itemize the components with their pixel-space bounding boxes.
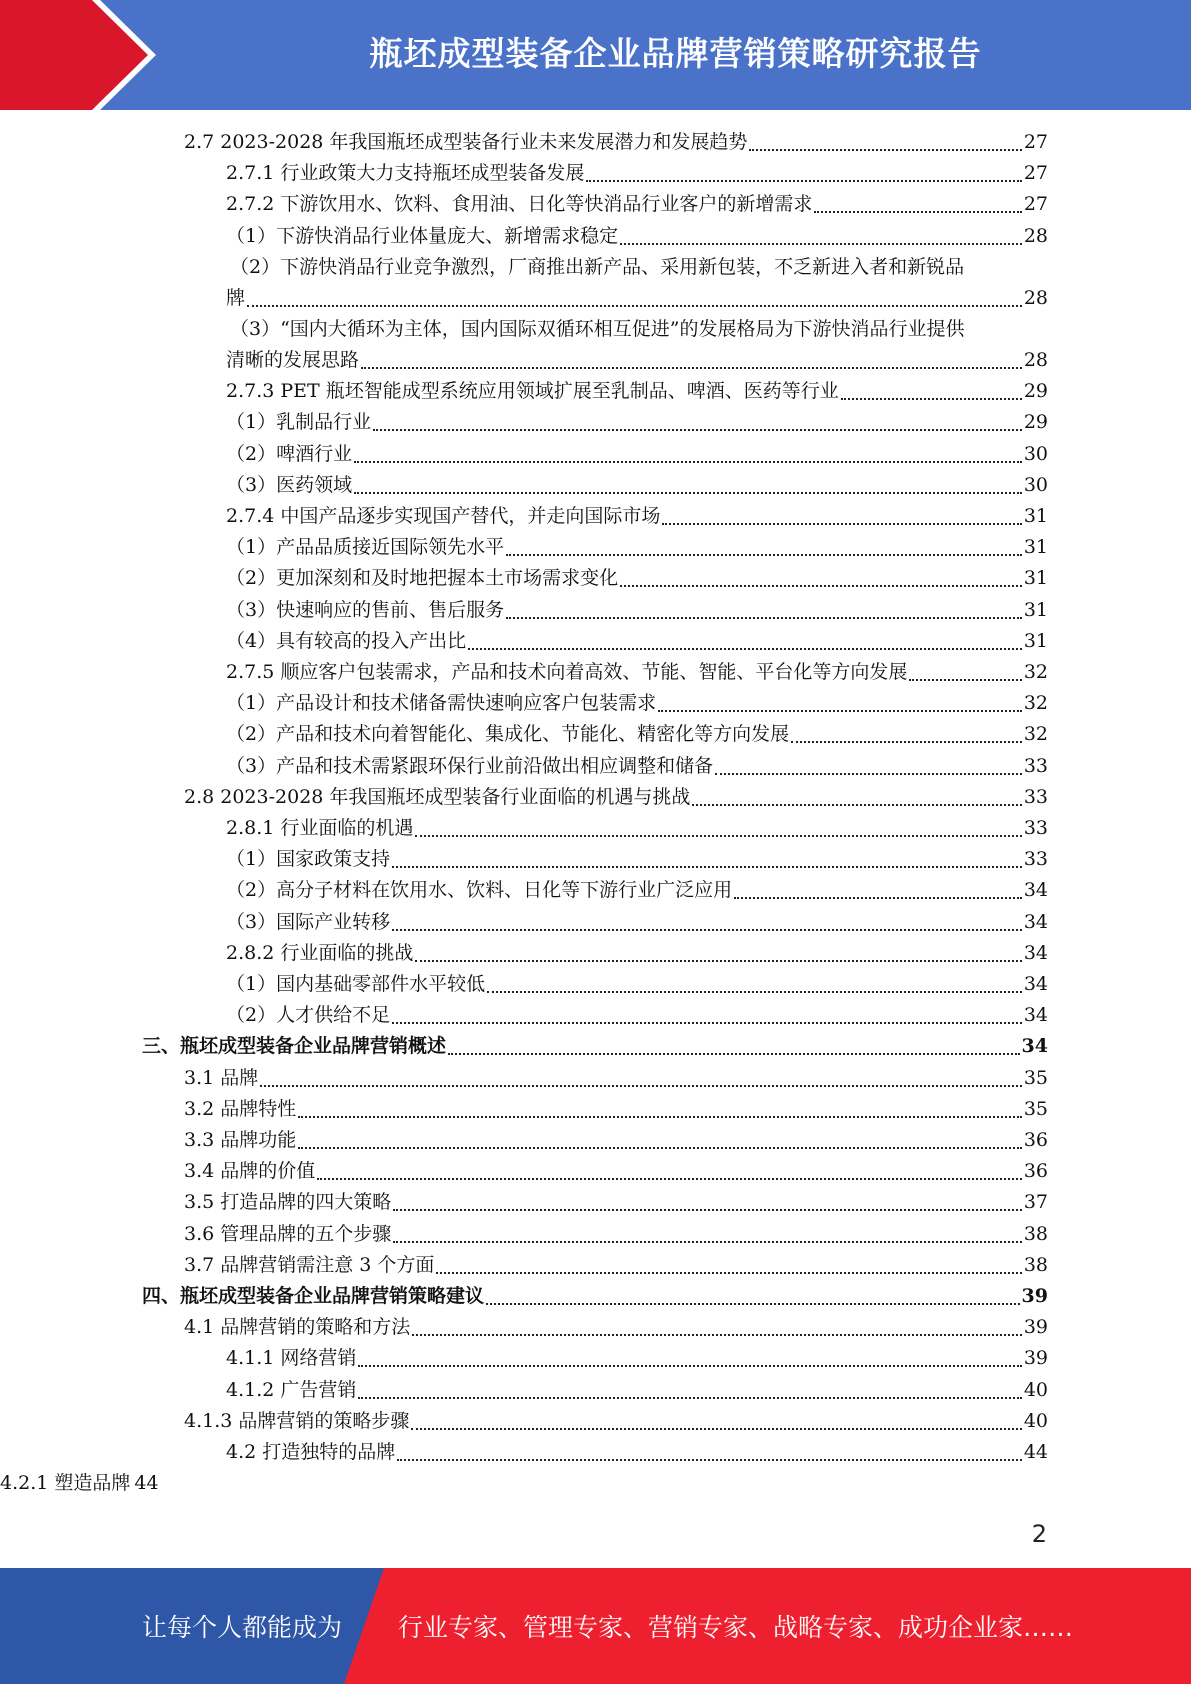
toc-entry-page: 28	[1023, 286, 1048, 309]
toc-entry-page: 33	[1023, 785, 1048, 808]
toc-entry-page: 27	[1023, 162, 1048, 185]
toc-entry-title: 2.7.5 顺应客户包装需求，产品和技术向着高效、节能、智能、平台化等方向发展	[226, 661, 908, 683]
toc-entry-page: 33	[1023, 754, 1048, 777]
toc-entry[interactable]	[226, 626, 1048, 657]
toc-entry-page: 30	[1023, 442, 1048, 465]
toc-entry-title: 2.7.3 PET 瓶坯智能成型系统应用领域扩展至乳制品、啤酒、医药等行业	[226, 380, 839, 403]
toc-entry[interactable]	[226, 189, 1048, 220]
toc-leader-dots	[260, 1083, 1022, 1087]
toc-entry-page: 36	[1023, 1160, 1048, 1183]
toc-entry[interactable]	[226, 719, 1048, 750]
toc-entry[interactable]	[184, 1125, 1048, 1156]
toc-entry[interactable]	[226, 595, 1048, 626]
toc-entry-title: （2）高分子材料在饮用水、饮料、日化等下游行业广泛应用	[226, 879, 733, 902]
toc-entry[interactable]	[226, 439, 1048, 470]
toc-entry[interactable]	[226, 1437, 1048, 1468]
toc-entry-page: 35	[1023, 1097, 1048, 1120]
toc-leader-dots	[692, 802, 1021, 806]
toc-entry-page: 34	[1021, 1035, 1048, 1058]
toc-leader-dots	[841, 396, 1022, 400]
toc-entry[interactable]	[184, 1187, 1048, 1218]
toc-leader-dots	[358, 1395, 1021, 1399]
toc-leader-dots	[373, 427, 1022, 431]
toc-entry-title: 4.2 打造独特的品牌	[226, 1441, 396, 1463]
toc-entry[interactable]	[226, 283, 1048, 314]
toc-entry-title: 4.1.2 广告营销	[226, 1378, 357, 1401]
toc-entry[interactable]	[226, 221, 1048, 252]
toc-entry-page: 33	[1023, 817, 1048, 839]
toc-entry-title: （3）产品和技术需紧跟环保行业前沿做出相应调整和储备	[226, 754, 714, 777]
toc-entry[interactable]	[226, 501, 1048, 532]
toc-entry[interactable]	[226, 1375, 1048, 1406]
toc-entry-page: 30	[1023, 473, 1048, 496]
toc-leader-dots	[415, 833, 1021, 837]
toc-entry-line: （2）下游快消品行业竞争激烈，厂商推出新产品、采用新包装，不乏新进入者和新锐品	[230, 255, 965, 278]
toc-entry-title: 2.7.4 中国产品逐步实现国产替代，并走向国际市场	[226, 505, 661, 527]
toc-entry-title: （1）下游快消品行业体量庞大、新增需求稳定	[226, 224, 619, 247]
report-title: 瓶坯成型装备企业品牌营销策略研究报告	[369, 34, 982, 73]
toc-entry[interactable]	[226, 813, 1048, 844]
toc-leader-dots	[358, 1363, 1021, 1367]
toc-leader-dots	[909, 677, 1021, 681]
footer-slogan-right: 行业专家、管理专家、营销专家、战略专家、成功企业家……	[398, 1613, 1074, 1642]
toc-entry-title: 4.2.1 塑造品牌	[0, 1472, 131, 1495]
toc-leader-dots	[317, 1176, 1022, 1180]
toc-leader-dots	[814, 209, 1021, 213]
toc-entry[interactable]	[226, 1000, 1048, 1031]
toc-leader-dots	[354, 490, 1022, 494]
toc-leader-dots	[397, 1457, 1022, 1461]
toc-entry-page: 29	[1023, 380, 1048, 403]
toc-leader-dots	[586, 178, 1021, 182]
footer-slogan-left: 让每个人都能成为	[142, 1613, 343, 1642]
toc-leader-dots	[486, 1301, 1020, 1305]
toc-entry-title: 3.1 品牌	[184, 1066, 259, 1089]
toc-entry[interactable]	[184, 1094, 1048, 1125]
toc-entry-title: 清晰的发展思路	[226, 349, 360, 371]
toc-leader-dots	[620, 583, 1022, 587]
toc-entry-page: 28	[1023, 349, 1048, 371]
toc-entry-title: 3.7 品牌营销需注意 3 个方面	[184, 1253, 435, 1276]
toc-entry-title: （1）国家政策支持	[226, 848, 391, 871]
toc-leader-dots	[658, 708, 1022, 712]
toc-entry-title: 4.1 品牌营销的策略和方法	[184, 1316, 411, 1339]
toc-leader-dots	[415, 958, 1021, 962]
toc-entry[interactable]	[184, 1156, 1048, 1187]
toc-leader-dots	[411, 1426, 1021, 1430]
toc-entry-page: 38	[1023, 1222, 1048, 1245]
toc-entry[interactable]	[226, 688, 1048, 719]
toc-entry-title: （4）具有较高的投入产出比	[226, 629, 467, 652]
toc-entry[interactable]	[184, 127, 1048, 158]
toc-entry-title: 2.8 2023-2028 年我国瓶坯成型装备行业面临的机遇与挑战	[184, 785, 691, 808]
toc-entry[interactable]	[226, 751, 1048, 782]
toc-entry[interactable]	[226, 407, 1048, 438]
toc-entry[interactable]	[226, 376, 1048, 407]
toc-leader-dots	[392, 864, 1022, 868]
toc-leader-dots	[247, 303, 1022, 307]
toc-entry[interactable]	[226, 844, 1048, 875]
toc-entry-title: 三、瓶坯成型装备企业品牌营销概述	[142, 1035, 447, 1058]
toc-entry-page: 28	[1023, 224, 1048, 247]
toc-entry-page: 31	[1023, 567, 1048, 590]
toc-entry-page: 37	[1023, 1191, 1048, 1214]
toc-entry[interactable]	[184, 1219, 1048, 1250]
toc-entry-page: 34	[1023, 879, 1048, 902]
toc-entry[interactable]	[226, 345, 1048, 376]
toc-entry[interactable]	[142, 1281, 1048, 1312]
toc-entry-title: （1）产品设计和技术储备需快速响应客户包装需求	[226, 692, 657, 715]
toc-entry-title: 2.8.1 行业面临的机遇	[226, 817, 414, 839]
toc-leader-dots	[734, 895, 1022, 899]
toc-entry-page: 35	[1023, 1066, 1048, 1089]
toc-entry[interactable]	[226, 907, 1048, 938]
toc-leader-dots	[412, 1332, 1022, 1336]
toc-entry-page: 40	[1023, 1378, 1048, 1401]
toc-entry-page: 44	[134, 1472, 159, 1495]
toc-entry-title: 3.2 品牌特性	[184, 1097, 297, 1120]
toc-entry-page: 27	[1023, 193, 1048, 216]
toc-entry[interactable]	[184, 782, 1048, 813]
toc-entry[interactable]	[184, 1250, 1048, 1281]
toc-leader-dots	[620, 241, 1022, 245]
toc-entry[interactable]	[226, 532, 1048, 563]
toc-leader-dots	[749, 147, 1021, 151]
toc-leader-dots	[506, 615, 1022, 619]
toc-leader-dots	[506, 552, 1022, 556]
toc-leader-dots	[468, 646, 1022, 650]
toc-entry[interactable]	[0, 1468, 159, 1499]
toc-entry-title: 3.5 打造品牌的四大策略	[184, 1191, 392, 1214]
toc-leader-dots	[436, 1270, 1021, 1274]
toc-entry-title: （3）快速响应的售前、售后服务	[226, 598, 505, 621]
toc-entry-page: 27	[1023, 131, 1048, 153]
toc-entry-page: 34	[1023, 941, 1048, 964]
toc-leader-dots	[361, 365, 1022, 369]
toc-entry-title: 2.8.2 行业面临的挑战	[226, 941, 414, 964]
page-header	[0, 0, 1191, 110]
toc-entry-page: 39	[1023, 1347, 1048, 1370]
toc-entry-page: 38	[1023, 1253, 1048, 1276]
toc-entry-title: 4.1.3 品牌营销的策略步骤	[184, 1409, 410, 1432]
toc-entry-title: 2.7.2 下游饮用水、饮料、食用油、日化等快消品行业客户的新增需求	[226, 193, 813, 216]
toc-entry-title: （1）乳制品行业	[226, 411, 372, 434]
toc-entry[interactable]	[226, 563, 1048, 594]
toc-entry-title: （2）人才供给不足	[226, 1004, 391, 1027]
toc-leader-dots	[448, 1051, 1020, 1055]
toc-entry-title: （3）国际产业转移	[226, 910, 391, 933]
toc-entry-page: 34	[1023, 910, 1048, 933]
toc-entry[interactable]	[226, 158, 1048, 189]
toc-entry[interactable]	[226, 938, 1048, 969]
toc-entry-title: 2.7 2023-2028 年我国瓶坯成型装备行业未来发展潜力和发展趋势	[184, 131, 748, 153]
toc-entry-page: 39	[1021, 1285, 1048, 1307]
toc-entry-line: （3）“国内大循环为主体，国内国际双循环相互促进”的发展格局为下游快消品行业提供	[230, 318, 965, 340]
toc-entry[interactable]	[226, 875, 1048, 906]
toc-entry-page: 44	[1023, 1441, 1048, 1463]
toc-entry-title: （3）医药领域	[226, 473, 353, 496]
toc-entry-title: 3.4 品牌的价值	[184, 1160, 316, 1183]
toc-entry-page: 39	[1023, 1316, 1048, 1339]
page-footer	[0, 1568, 1191, 1684]
toc-leader-dots	[354, 459, 1022, 463]
toc-entry-page: 40	[1023, 1409, 1048, 1432]
toc-entry-page: 32	[1023, 723, 1048, 746]
toc-entry-page: 34	[1023, 1004, 1048, 1027]
toc-entry[interactable]	[184, 1063, 1048, 1094]
toc-entry-page: 29	[1023, 411, 1048, 434]
toc-leader-dots	[392, 927, 1022, 931]
toc-entry-page: 31	[1023, 598, 1048, 621]
toc-entry[interactable]	[184, 1312, 1048, 1343]
toc-entry-title: （1）产品品质接近国际领先水平	[226, 536, 505, 559]
toc-entry-page: 31	[1023, 505, 1048, 527]
toc-entry-page: 32	[1023, 692, 1048, 715]
toc-leader-dots	[393, 1239, 1022, 1243]
toc-leader-dots	[662, 521, 1021, 525]
toc-entry-page: 31	[1023, 629, 1048, 652]
toc-entry-title: 四、瓶坯成型装备企业品牌营销策略建议	[142, 1285, 485, 1307]
toc-entry[interactable]	[226, 1343, 1048, 1374]
toc-entry[interactable]	[226, 657, 1048, 688]
toc-entry-title: （2）更加深刻和及时地把握本土市场需求变化	[226, 567, 619, 590]
page-number: 2	[1031, 1520, 1047, 1548]
toc-entry-title: 3.6 管理品牌的五个步骤	[184, 1222, 392, 1245]
toc-entry[interactable]	[142, 1031, 1048, 1062]
toc-entry-title: （1）国内基础零部件水平较低	[226, 973, 486, 995]
toc-entry-page: 34	[1023, 973, 1048, 995]
toc-entry-title: 2.7.1 行业政策大力支持瓶坯成型装备发展	[226, 162, 585, 185]
toc-entry-title: 牌	[226, 286, 246, 309]
toc-leader-dots	[393, 1207, 1022, 1211]
toc-leader-dots	[298, 1114, 1022, 1118]
toc-leader-dots	[298, 1145, 1022, 1149]
toc-entry-page: 31	[1023, 536, 1048, 559]
toc-entry-page: 33	[1023, 848, 1048, 871]
toc-entry[interactable]	[184, 1406, 1048, 1437]
toc-leader-dots	[791, 739, 1022, 743]
toc-entry-title: 3.3 品牌功能	[184, 1129, 297, 1151]
toc-leader-dots	[487, 989, 1022, 993]
toc-entry-title: （2）产品和技术向着智能化、集成化、节能化、精密化等方向发展	[226, 723, 790, 746]
toc-entry[interactable]	[226, 470, 1048, 501]
toc-leader-dots	[392, 1020, 1022, 1024]
toc-entry-title: （2）啤酒行业	[226, 442, 353, 465]
toc-entry-page: 36	[1023, 1129, 1048, 1151]
toc-entry-title: 4.1.1 网络营销	[226, 1347, 357, 1370]
toc-leader-dots	[715, 771, 1022, 775]
toc-entry[interactable]	[226, 969, 1048, 1000]
toc-entry-page: 32	[1023, 661, 1048, 683]
